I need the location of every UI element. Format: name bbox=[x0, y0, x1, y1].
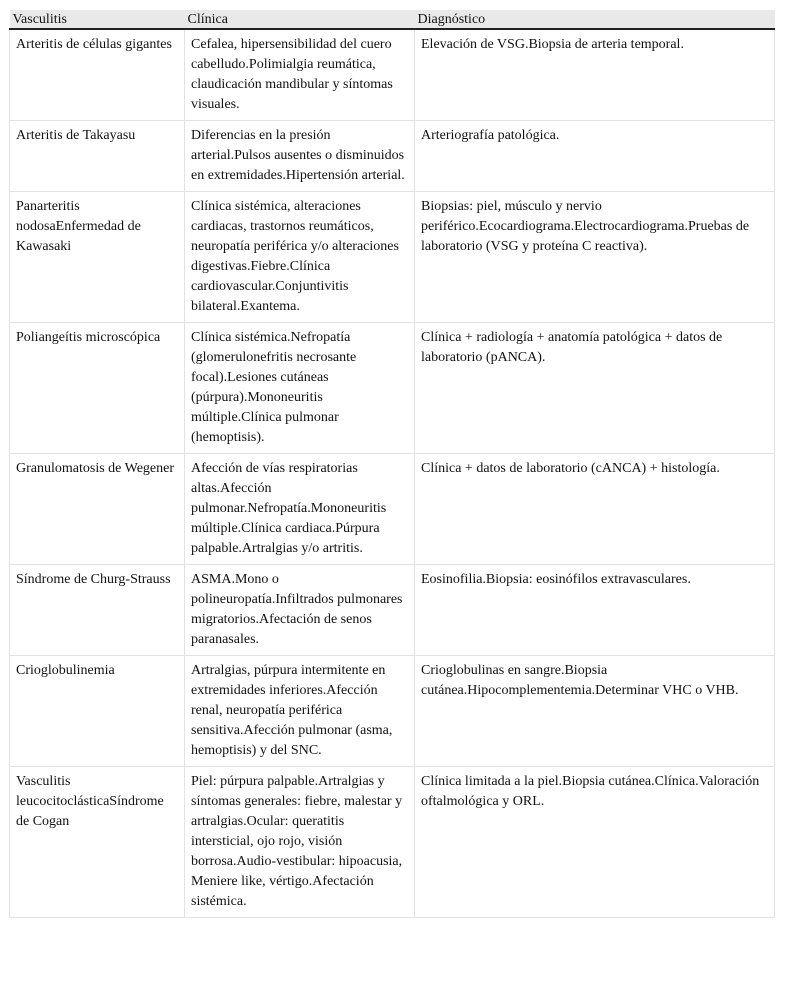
cell-diagnostico: Clínica + radiología + anatomía patológica + datos de laboratorio (pANCA). bbox=[415, 323, 775, 454]
cell-diagnostico: Arteriografía patológica. bbox=[415, 121, 775, 192]
cell-clinica: Afección de vías respiratorias altas.Afección pulmonar.Nefropatía.Mononeuritis múltiple.Clínica cardiaca.Púrpura palpable.Artralgias y/o artritis. bbox=[185, 454, 415, 565]
vasculitis-table-container bbox=[9, 10, 774, 918]
table-row bbox=[10, 323, 775, 454]
cell-vasculitis: Arteritis de Takayasu bbox=[10, 121, 185, 192]
table-row bbox=[10, 656, 775, 767]
table-row bbox=[10, 29, 775, 121]
cell-diagnostico: Clínica + datos de laboratorio (cANCA) + histología. bbox=[415, 454, 775, 565]
header-clinica: Clínica bbox=[185, 10, 415, 29]
cell-vasculitis: Poliangeítis microscópica bbox=[10, 323, 185, 454]
cell-diagnostico: Elevación de VSG.Biopsia de arteria temporal. bbox=[415, 29, 775, 121]
header-diagnostico: Diagnóstico bbox=[415, 10, 775, 29]
table-row bbox=[10, 454, 775, 565]
cell-diagnostico: Crioglobulinas en sangre.Biopsia cutánea.Hipocomplementemia.Determinar VHC o VHB. bbox=[415, 656, 775, 767]
cell-diagnostico: Clínica limitada a la piel.Biopsia cutánea.Clínica.Valoración oftalmológica y ORL. bbox=[415, 767, 775, 918]
cell-clinica: ASMA.Mono o polineuropatía.Infiltrados pulmonares migratorios.Afectación de senos paranasales. bbox=[185, 565, 415, 656]
cell-vasculitis: Arteritis de células gigantes bbox=[10, 29, 185, 121]
table-row bbox=[10, 565, 775, 656]
header-vasculitis: Vasculitis bbox=[10, 10, 185, 29]
cell-clinica: Artralgias, púrpura intermitente en extremidades inferiores.Afección renal, neuropatía periférica sensitiva.Afección pulmonar (asma, hemoptisis) y del SNC. bbox=[185, 656, 415, 767]
cell-vasculitis: Granulomatosis de Wegener bbox=[10, 454, 185, 565]
cell-diagnostico: Biopsias: piel, músculo y nervio periférico.Ecocardiograma.Electrocardiograma.Pruebas de laboratorio (VSG y proteína C reactiva). bbox=[415, 192, 775, 323]
header-row bbox=[10, 10, 775, 29]
vasculitis-table bbox=[9, 10, 775, 918]
cell-clinica: Clínica sistémica, alteraciones cardiacas, trastornos reumáticos, neuropatía periférica y/o alteraciones digestivas.Fiebre.Clínica cardiovascular.Conjuntivitis bilateral.Exantema. bbox=[185, 192, 415, 323]
cell-vasculitis: Crioglobulinemia bbox=[10, 656, 185, 767]
cell-clinica: Diferencias en la presión arterial.Pulsos ausentes o disminuidos en extremidades.Hipertensión arterial. bbox=[185, 121, 415, 192]
cell-clinica: Cefalea, hipersensibilidad del cuero cabelludo.Polimialgia reumática, claudicación mandibular y síntomas visuales. bbox=[185, 29, 415, 121]
cell-clinica: Clínica sistémica.Nefropatía (glomerulonefritis necrosante focal).Lesiones cutáneas (púrpura).Mononeuritis múltiple.Clínica pulmonar (hemoptisis). bbox=[185, 323, 415, 454]
table-row bbox=[10, 767, 775, 918]
table-body bbox=[10, 29, 775, 918]
cell-diagnostico: Eosinofilia.Biopsia: eosinófilos extravasculares. bbox=[415, 565, 775, 656]
table-row bbox=[10, 121, 775, 192]
cell-vasculitis: Síndrome de Churg-Strauss bbox=[10, 565, 185, 656]
cell-vasculitis: Vasculitis leucocitoclásticaSíndrome de Cogan bbox=[10, 767, 185, 918]
table-row bbox=[10, 192, 775, 323]
table-header bbox=[10, 10, 775, 29]
cell-vasculitis: Panarteritis nodosaEnfermedad de Kawasaki bbox=[10, 192, 185, 323]
cell-clinica: Piel: púrpura palpable.Artralgias y síntomas generales: fiebre, malestar y artralgias.Ocular: queratitis intersticial, ojo rojo, visión borrosa.Audio-vestibular: hipoacusia, Meniere like, vértigo.Afectación sistémica. bbox=[185, 767, 415, 918]
